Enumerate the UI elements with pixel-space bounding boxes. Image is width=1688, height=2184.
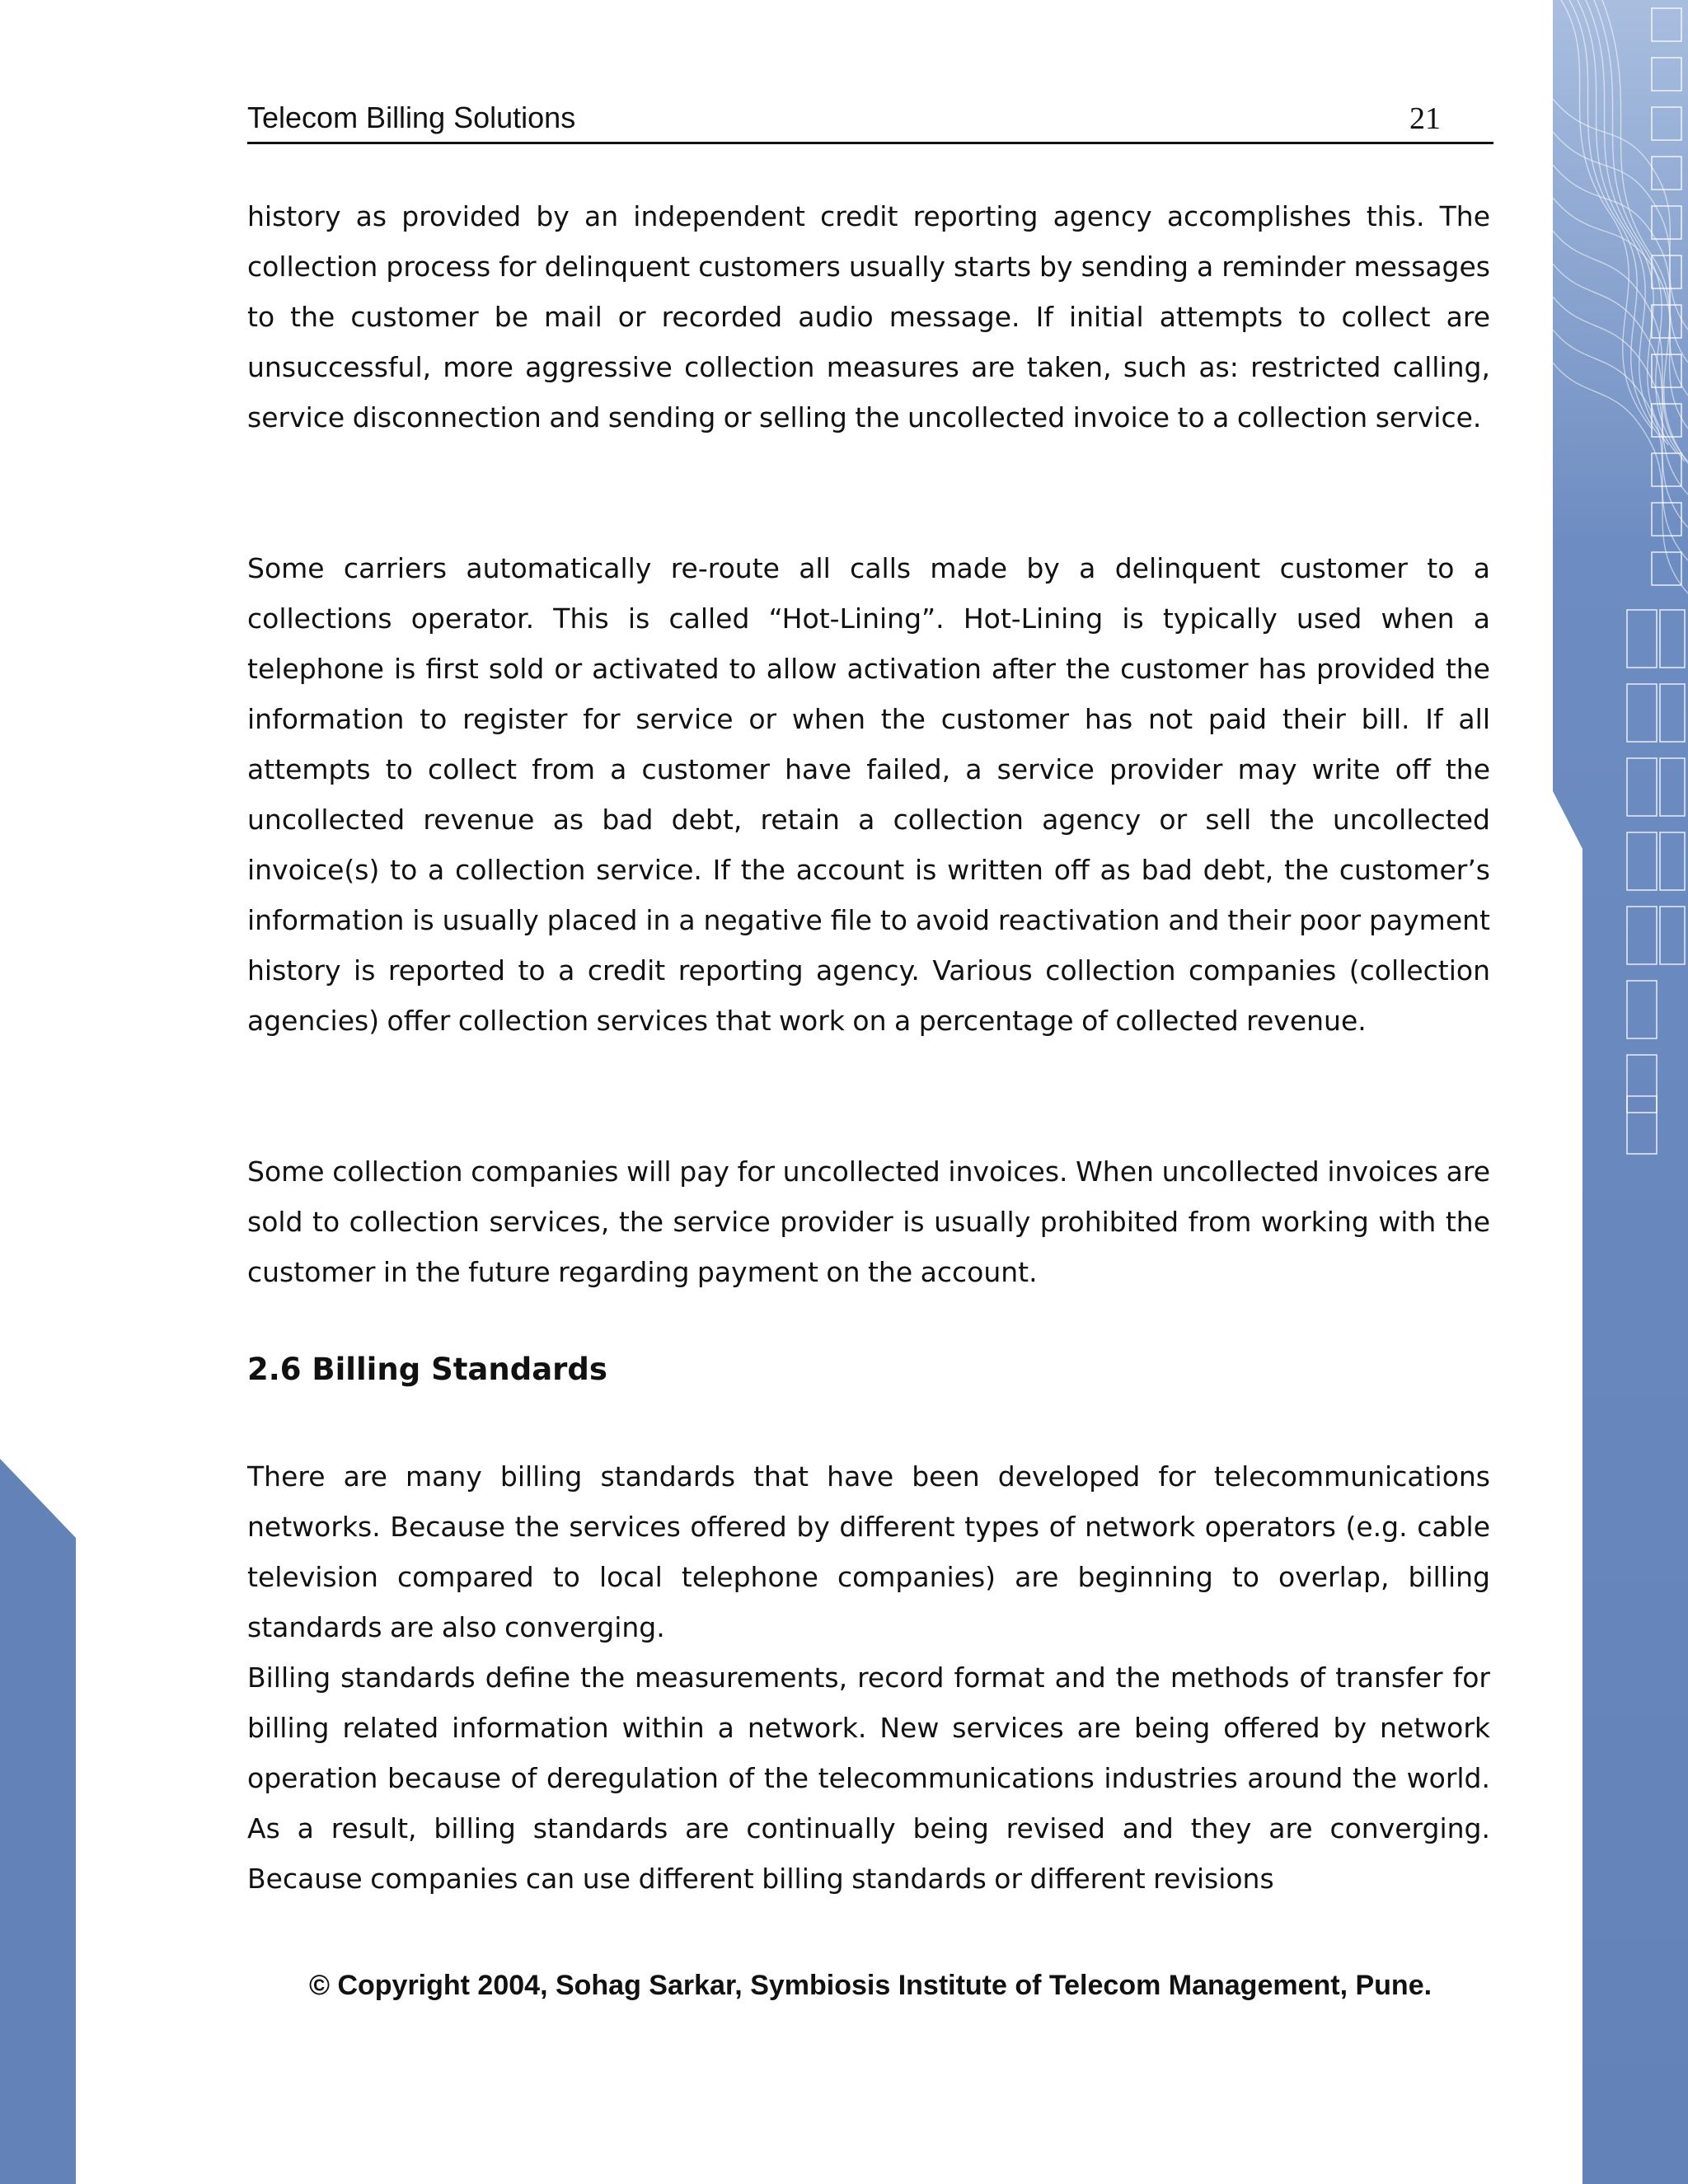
page-header [247,97,1493,144]
page-number: 21 [1409,101,1441,136]
left-band-shape [0,1459,76,2184]
copyright-footer: © Copyright 2004, Sohag Sarkar, Symbiosis Institute of Telecom Management, Pune. [308,1970,1432,2001]
section-heading: 2.6 Billing Standards [247,1352,607,1387]
left-decorative-band [0,1459,76,2184]
body-paragraph-3: Some collection companies will pay for uncollected invoices. When uncollected invoices are sold to collection services, the service provider is usually prohibited from working with the customer in the future regarding payment on the account. [247,1155,1490,1288]
section-paragraph-2: Billing standards define the measurements, record format and the methods of transfer for billing related information within a network. New services are being offered by network operation because of deregulation of the telecommunications industries around the world. As a result, billing standards are continually being revised and they are converging. Because companies can use different billing standards or different revisions [247,1661,1490,1895]
wave-pattern-graphic [1553,0,1688,2184]
body-paragraph-1: history as provided by an independent credit reporting agency accomplishes this. The collection process for delinquent customers usually starts by sending a reminder messages to the customer be mail or recorded audio message. If initial attempts to collect are unsuccessful, more aggressive collection measures are taken, such as: restricted calling, service disconnection and sending or selling the uncollected invoice to a collection service. [247,200,1490,434]
right-decorative-band [1553,0,1688,2184]
body-paragraph-2: Some carriers automatically re-route all calls made by a delinquent customer to a collections operator. This is called “Hot-Lining”. Hot-Lining is typically used when a telephone is first sold or activated to allow activation after the customer has provided the information to register for service or when the customer has not paid their bill. If all attempts to collect from a customer have failed, a service provider may write off the uncollected revenue as bad debt, retain a collection agency or sell the uncollected invoice(s) to a collection service. If the account is written off as bad debt, the customer’s information is usually placed in a negative file to avoid reactivation and their poor payment history is reported to a credit reporting agency. Various collection companies (collection agencies) offer collection services that work on a percentage of collected revenue. [247,552,1490,1037]
section-paragraph-1: There are many billing standards that have been developed for telecommunications networks. Because the services offered by different types of network operators (e.g. cable television compared to local telephone companies) are beginning to overlap, billing standards are also converging. [247,1460,1490,1643]
document-title: Telecom Billing Solutions [247,101,576,134]
